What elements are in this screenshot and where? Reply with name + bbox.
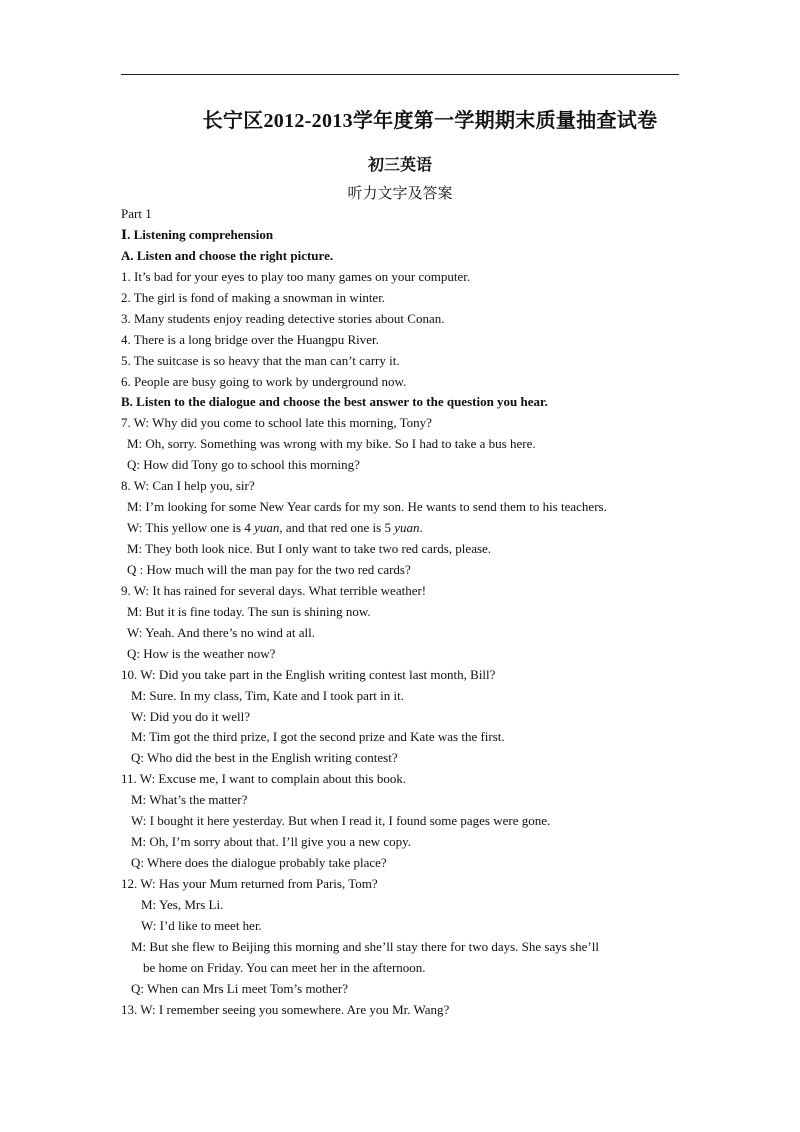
q11-line-4: M: Oh, I’m sorry about that. I’ll give you a new copy. xyxy=(131,834,412,850)
q7-line-3: Q: How did Tony go to school this morning? xyxy=(127,457,360,473)
q10-line-2: M: Sure. In my class, Tim, Kate and I took part in it. xyxy=(131,687,404,703)
q8-line-3-part-a: W: This yellow one is 4 xyxy=(127,520,255,536)
q8-line-5: Q : How much will the man pay for the two red cards? xyxy=(127,561,411,577)
q11-line-2: M: What’s the matter? xyxy=(131,792,248,808)
q8-line-1: 8. W: Can I help you, sir? xyxy=(121,478,255,494)
item-3: 3. Many students enjoy reading detective stories about Conan. xyxy=(121,310,445,326)
document-body xyxy=(121,204,681,1021)
q12-line-5: be home on Friday. You can meet her in the afternoon. xyxy=(143,959,426,975)
q10-line-4: M: Tim got the third prize, I got the second prize and Kate was the first. xyxy=(131,729,505,745)
q12-line-2: M: Yes, Mrs Li. xyxy=(141,896,224,912)
page-subtitle-secondary: 听力文字及答案 xyxy=(347,186,453,202)
currency-yuan-2: yuan xyxy=(394,520,420,536)
page-subtitle: 初三英语 xyxy=(367,157,432,174)
header-rule xyxy=(121,74,679,75)
q11-line-3: W: I bought it here yesterday. But when I read it, I found some pages were gone. xyxy=(131,813,551,829)
subsection-b-heading: B. Listen to the dialogue and choose the best answer to the question you hear. xyxy=(121,394,548,410)
q8-line-2: M: I’m looking for some New Year cards for my son. He wants to send them to his teachers. xyxy=(127,499,607,515)
page-title: 长宁区2012-2013学年度第一学期期末质量抽查试卷 xyxy=(202,110,658,132)
item-1: 1. It’s bad for your eyes to play too many games on your computer. xyxy=(121,268,471,284)
q8-line-3-part-e: . xyxy=(419,520,423,536)
q13-line-1: 13. W: I remember seeing you somewhere. Are you Mr. Wang? xyxy=(121,1001,450,1017)
currency-yuan-1: yuan xyxy=(254,520,280,536)
q10-line-1: 10. W: Did you take part in the English writing contest last month, Bill? xyxy=(121,666,496,682)
q10-line-3: W: Did you do it well? xyxy=(131,708,251,724)
q9-line-2: M: But it is fine today. The sun is shining now. xyxy=(127,603,371,619)
item-4: 4. There is a long bridge over the Huangpu River. xyxy=(121,331,379,347)
q11-line-1: 11. W: Excuse me, I want to complain about this book. xyxy=(121,771,407,787)
q12-line-3: W: I’d like to meet her. xyxy=(141,917,262,933)
section-heading: Ⅰ. Listening comprehension xyxy=(121,226,274,242)
q11-line-5: Q: Where does the dialogue probably take place? xyxy=(131,855,387,871)
q9-line-4: Q: How is the weather now? xyxy=(127,645,276,661)
q10-line-5: Q: Who did the best in the English writing contest? xyxy=(131,750,398,766)
q7-line-2: M: Oh, sorry. Something was wrong with my bike. So I had to take a bus here. xyxy=(127,436,536,452)
item-2: 2. The girl is fond of making a snowman in winter. xyxy=(121,289,386,305)
item-5: 5. The suitcase is so heavy that the man can’t carry it. xyxy=(121,352,400,368)
q12-line-1: 12. W: Has your Mum returned from Paris, Tom? xyxy=(121,876,378,891)
q7-line-1: 7. W: Why did you come to school late this morning, Tony? xyxy=(121,415,432,431)
q8-line-4: M: They both look nice. But I only want to take two red cards, please. xyxy=(127,541,492,556)
subsection-a-heading: A. Listen and choose the right picture. xyxy=(121,247,334,263)
q8-line-3 xyxy=(121,518,681,539)
q9-line-1: 9. W: It has rained for several days. What terrible weather! xyxy=(121,582,427,598)
item-6: 6. People are busy going to work by underground now. xyxy=(121,373,407,389)
q8-line-3-part-c: , and that red one is 5 xyxy=(279,520,395,536)
q12-line-4: M: But she flew to Beijing this morning and she’ll stay there for two days. She says she’ll xyxy=(131,938,599,954)
q12-line-6: Q: When can Mrs Li meet Tom’s mother? xyxy=(131,980,349,996)
part-label: Part 1 xyxy=(121,206,152,221)
q9-line-3: W: Yeah. And there’s no wind at all. xyxy=(127,624,315,640)
